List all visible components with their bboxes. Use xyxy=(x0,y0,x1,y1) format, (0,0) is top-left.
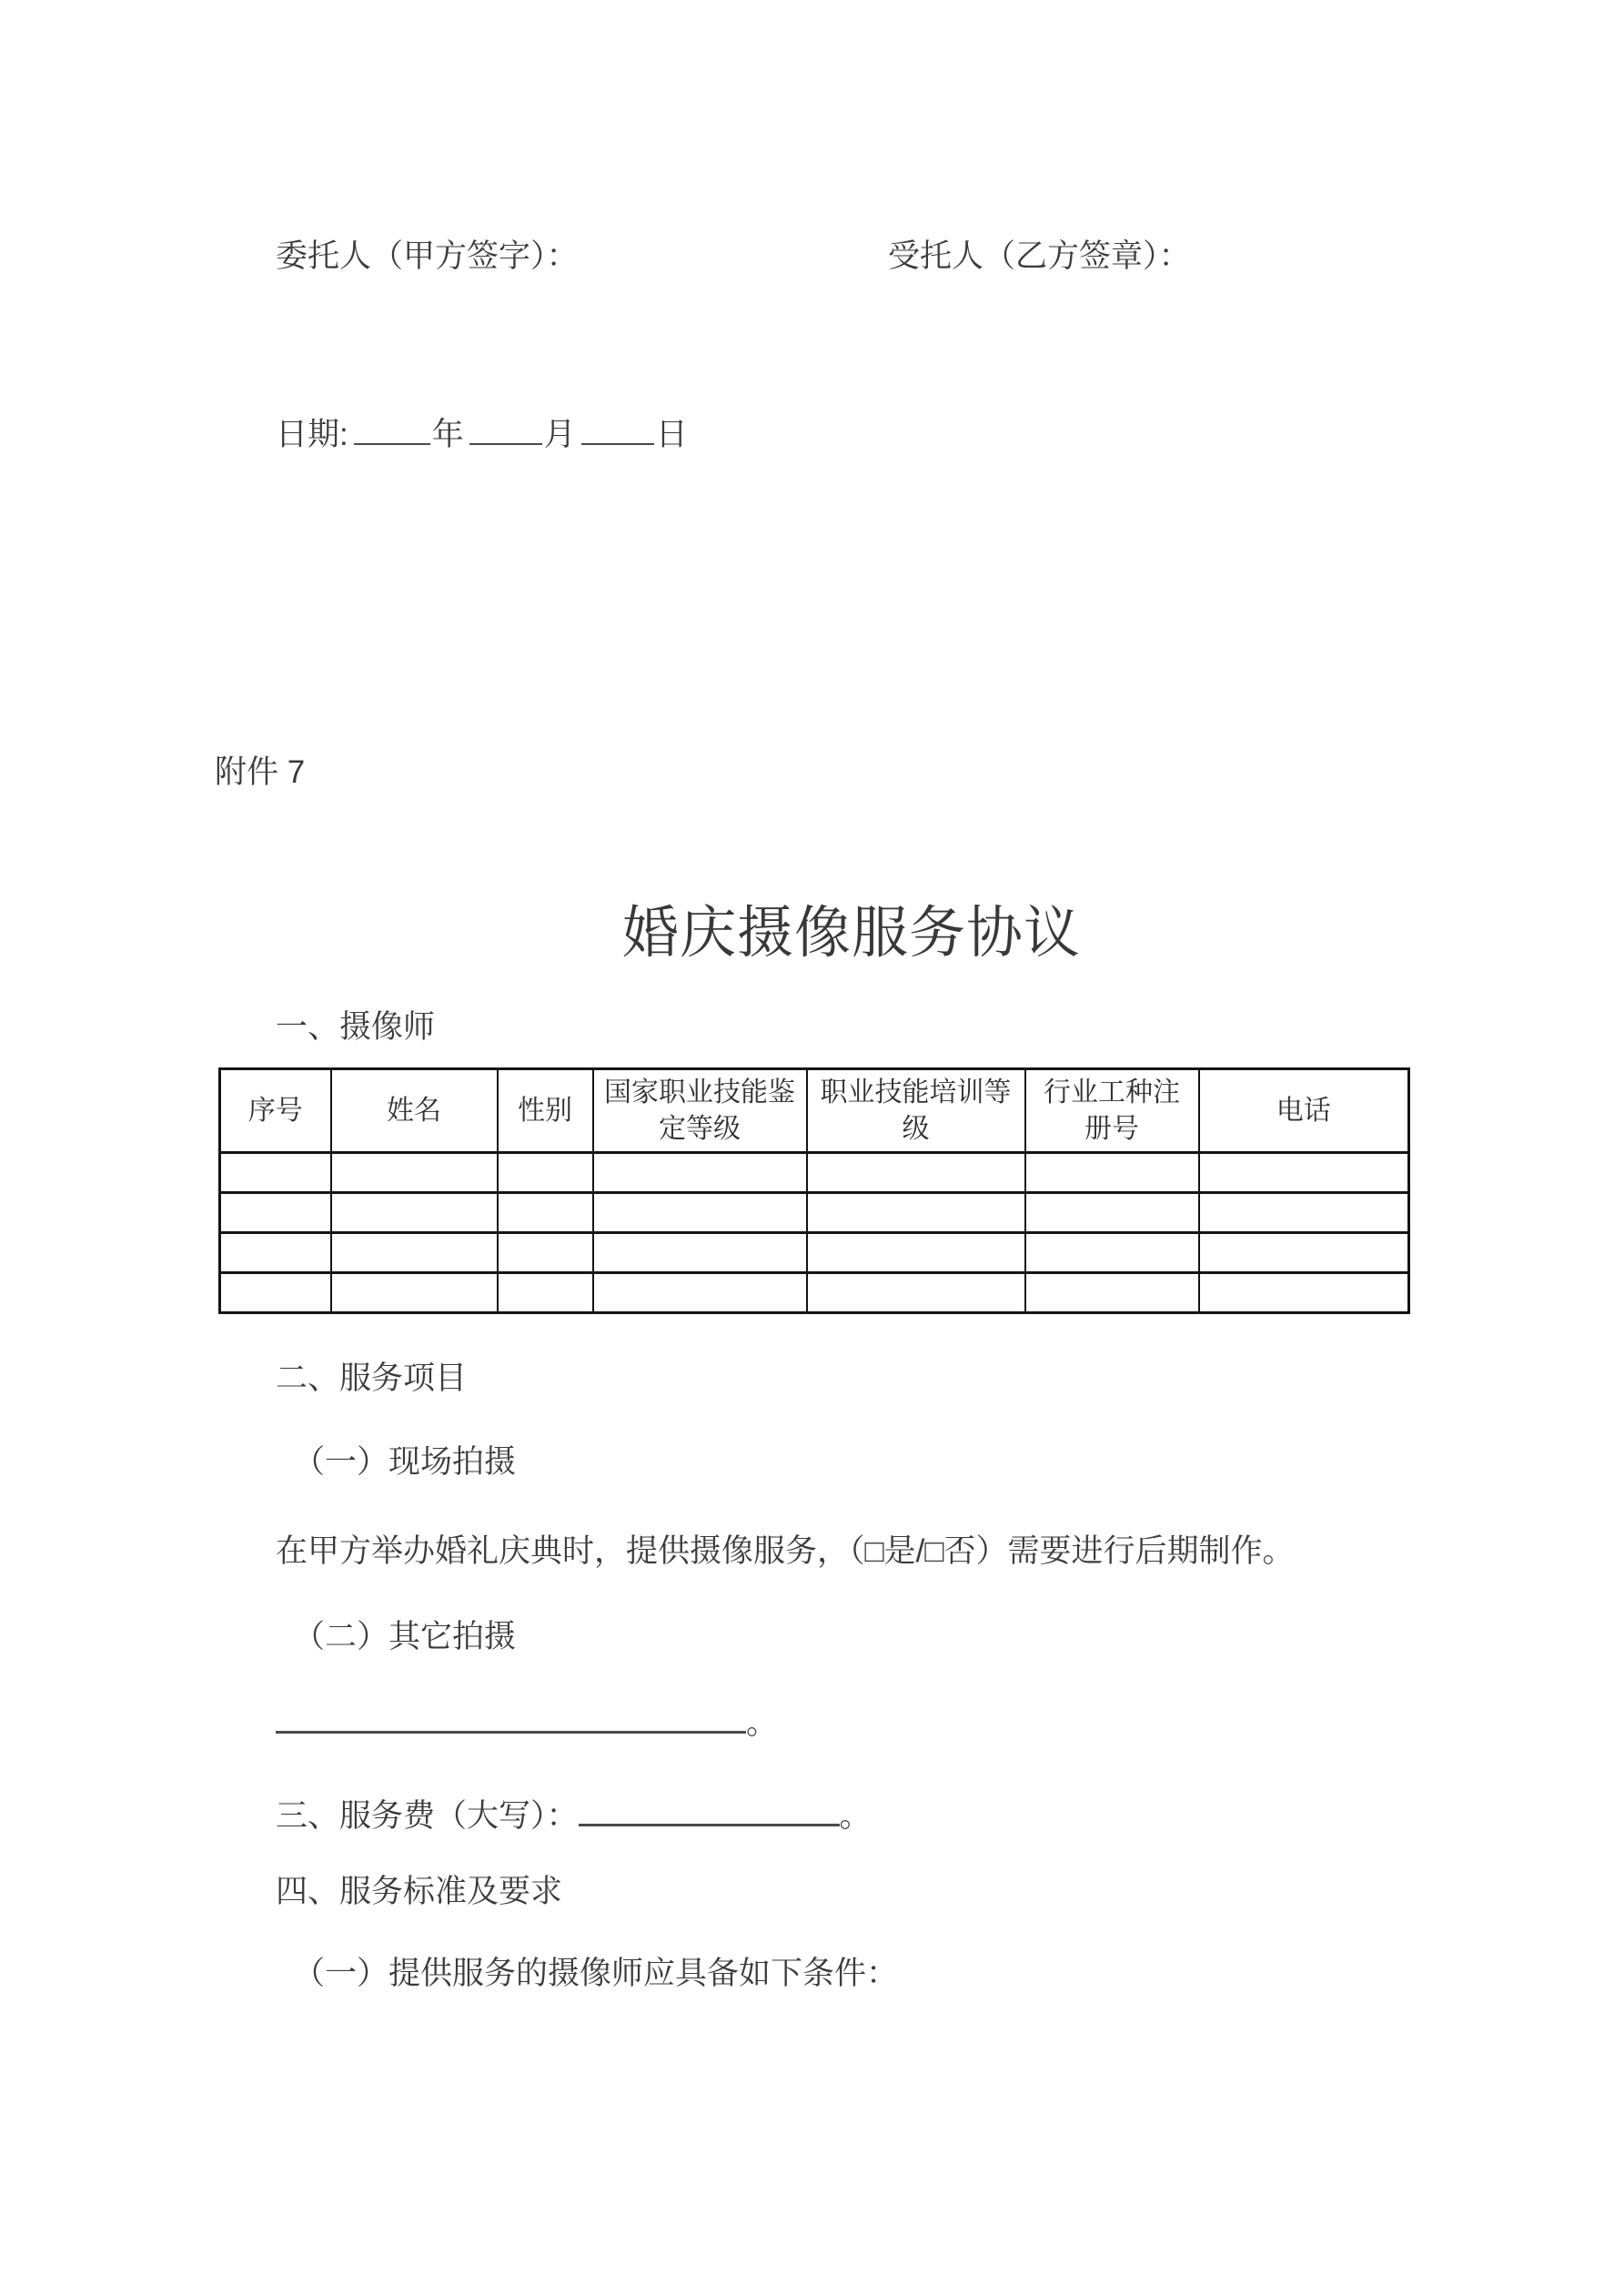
table-cell-blank[interactable] xyxy=(807,1233,1025,1273)
table-cell-blank[interactable] xyxy=(1025,1153,1199,1193)
service-fee-line xyxy=(276,1793,872,1836)
table-row xyxy=(220,1273,1409,1313)
table-cell-blank[interactable] xyxy=(498,1193,593,1233)
document-title: 婚庆摄像服务协议 xyxy=(621,902,1081,965)
table-cell-blank[interactable] xyxy=(593,1153,807,1193)
col-serial-number: 序号 xyxy=(220,1069,331,1153)
table-cell-blank[interactable] xyxy=(593,1233,807,1273)
table-cell-blank[interactable] xyxy=(220,1153,331,1193)
table-cell-blank[interactable] xyxy=(331,1193,498,1233)
other-shooting-blank[interactable] xyxy=(276,1700,746,1734)
table-cell-blank[interactable] xyxy=(1199,1273,1409,1313)
table-cell-blank[interactable] xyxy=(498,1273,593,1313)
service-fee-label: 三、服务费（大写）： xyxy=(276,1798,579,1834)
table-cell-blank[interactable] xyxy=(331,1153,498,1193)
col-vocational-training-level: 职业技能培训等级 xyxy=(807,1069,1025,1153)
table-cell-blank[interactable] xyxy=(1199,1193,1409,1233)
table-cell-blank[interactable] xyxy=(331,1233,498,1273)
table-cell-blank[interactable] xyxy=(807,1273,1025,1313)
table-cell-blank[interactable] xyxy=(498,1233,593,1273)
date-month-blank[interactable] xyxy=(469,414,542,445)
day-label: 日 xyxy=(655,417,688,452)
onsite-service-text: 在甲方举办婚礼庆典时，提供摄像服务，（□是/□否）需要进行后期制作。 xyxy=(276,1533,1295,1569)
col-name: 姓名 xyxy=(331,1069,498,1153)
table-row xyxy=(220,1193,1409,1233)
table-cell-blank[interactable] xyxy=(220,1233,331,1273)
col-trade-registration-number: 行业工种注册号 xyxy=(1025,1069,1199,1153)
table-cell-blank[interactable] xyxy=(1025,1193,1199,1233)
table-row xyxy=(220,1233,1409,1273)
month-label: 月 xyxy=(543,417,576,452)
table-cell-blank[interactable] xyxy=(1199,1153,1409,1193)
grantor-signature-label: 委托人（甲方签字）： xyxy=(276,238,579,274)
date-label: 日期: xyxy=(276,417,348,452)
section-2-heading: 二、服务项目 xyxy=(276,1360,468,1396)
table-cell-blank[interactable] xyxy=(1025,1273,1199,1313)
period-mark: 。 xyxy=(839,1798,872,1834)
table-cell-blank[interactable] xyxy=(807,1193,1025,1233)
table-cell-blank[interactable] xyxy=(331,1273,498,1313)
table-cell-blank[interactable] xyxy=(220,1193,331,1233)
section-4-sub-1-heading: （一）提供服务的摄像师应具备如下条件： xyxy=(293,1956,899,1991)
col-gender: 性别 xyxy=(498,1069,593,1153)
year-label: 年 xyxy=(431,417,464,452)
section-4-heading: 四、服务标准及要求 xyxy=(276,1874,563,1909)
table-row xyxy=(220,1153,1409,1193)
table-cell-blank[interactable] xyxy=(1199,1233,1409,1273)
grantee-signature-label: 受托人（乙方签章）： xyxy=(888,238,1191,274)
date-day-blank[interactable] xyxy=(581,414,654,445)
table-cell-blank[interactable] xyxy=(807,1153,1025,1193)
period-mark: 。 xyxy=(746,1705,779,1741)
table-cell-blank[interactable] xyxy=(498,1153,593,1193)
col-phone: 电话 xyxy=(1199,1069,1409,1153)
table-cell-blank[interactable] xyxy=(220,1273,331,1313)
table-header-row xyxy=(220,1069,1409,1153)
other-shooting-blank-line xyxy=(276,1700,778,1743)
section-1-heading: 一、摄像师 xyxy=(276,1009,436,1045)
section-2-sub-2-heading: （二）其它拍摄 xyxy=(293,1619,517,1654)
col-national-skill-appraisal-level: 国家职业技能鉴定等级 xyxy=(593,1069,807,1153)
date-line xyxy=(276,414,688,454)
service-fee-blank[interactable] xyxy=(579,1793,840,1826)
date-year-blank[interactable] xyxy=(354,414,430,445)
table-cell-blank[interactable] xyxy=(593,1273,807,1313)
table-cell-blank[interactable] xyxy=(1025,1233,1199,1273)
photographer-table xyxy=(218,1067,1410,1314)
table-cell-blank[interactable] xyxy=(593,1193,807,1233)
attachment-label: 附件 7 xyxy=(215,754,306,790)
section-2-sub-1-heading: （一）现场拍摄 xyxy=(293,1444,517,1480)
